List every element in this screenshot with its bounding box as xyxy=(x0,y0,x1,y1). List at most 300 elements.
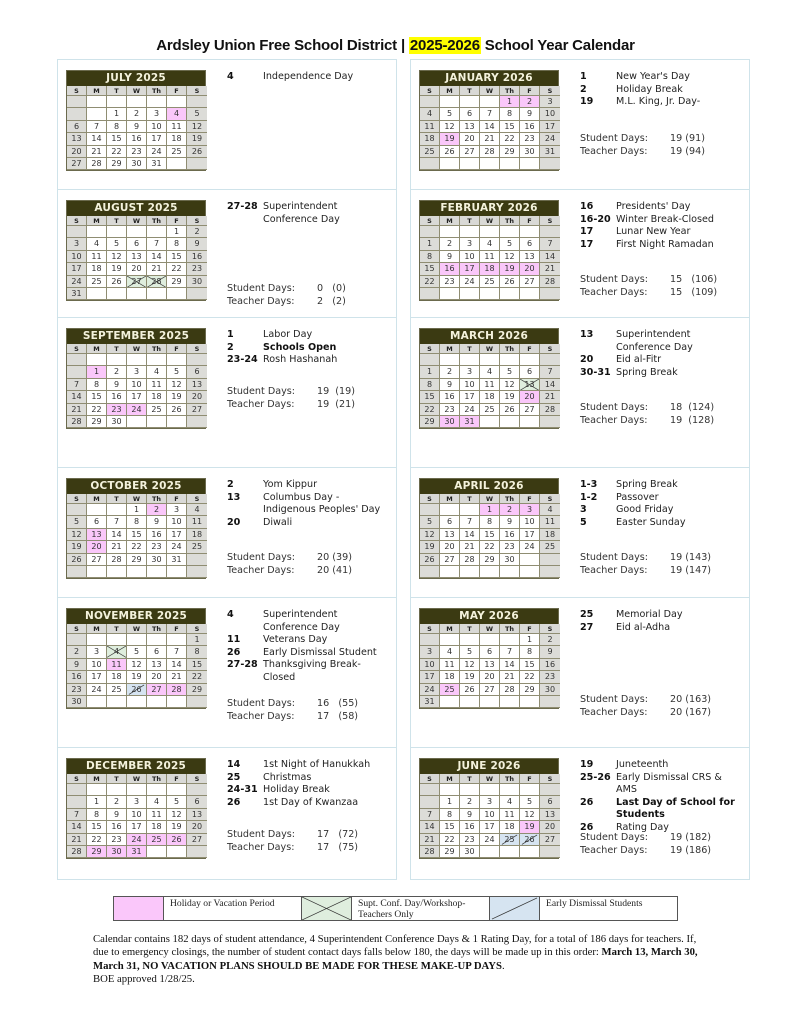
day-number: 2 xyxy=(133,109,140,119)
day-number: 13 xyxy=(191,809,203,819)
day-number: 22 xyxy=(91,834,102,844)
weekday-header: F xyxy=(167,344,187,354)
event-date: 1-3 xyxy=(580,479,598,490)
day-number: 6 xyxy=(526,367,533,377)
day-cell xyxy=(127,238,147,250)
day-cell xyxy=(127,529,147,541)
day-number: 9 xyxy=(547,647,553,657)
day-cell xyxy=(87,834,107,846)
empty-cell xyxy=(480,288,500,300)
teacher-days xyxy=(580,415,714,428)
day-number: 14 xyxy=(544,379,556,389)
weekday-header: T xyxy=(460,86,480,96)
weekday-header: M xyxy=(440,344,460,354)
day-cell xyxy=(127,366,147,378)
event-date: 25-26 xyxy=(580,771,611,783)
day-cell xyxy=(480,366,500,378)
teacher-days xyxy=(227,842,358,855)
day-number: 19 xyxy=(464,672,475,682)
day-number: 18 xyxy=(504,822,515,832)
day-cell xyxy=(420,416,440,428)
day-number: 30 xyxy=(544,684,556,694)
event-item xyxy=(580,239,745,252)
student-days-label: Student Days: xyxy=(227,386,295,397)
event-list xyxy=(227,329,392,367)
event-label: 1st Day of Kwanzaa xyxy=(263,796,359,808)
day-cell xyxy=(87,796,107,808)
day-cell xyxy=(107,541,127,553)
empty-cell xyxy=(440,354,460,366)
day-grid xyxy=(67,774,205,858)
day-cell xyxy=(520,684,540,696)
day-cell xyxy=(87,251,107,263)
day-number: 2 xyxy=(547,635,553,644)
day-cell xyxy=(167,659,187,671)
event-item xyxy=(580,492,745,505)
event-label: Diwali xyxy=(263,516,293,528)
day-number: 5 xyxy=(466,647,473,657)
day-cell xyxy=(420,404,440,416)
empty-cell xyxy=(147,846,167,858)
day-number: 27 xyxy=(91,554,102,564)
day-number: 18 xyxy=(444,672,455,682)
empty-cell xyxy=(107,566,127,578)
day-number: 19 xyxy=(131,672,142,682)
day-cell xyxy=(107,821,127,833)
weekday-header: S xyxy=(67,774,87,784)
day-cell xyxy=(127,846,147,858)
day-number: 30 xyxy=(464,846,475,856)
empty-cell xyxy=(540,784,560,796)
day-number: 16 xyxy=(71,672,82,682)
day-cell xyxy=(87,554,107,566)
empty-cell xyxy=(167,354,187,366)
day-cell xyxy=(480,684,500,696)
day-cell xyxy=(500,263,520,275)
day-cell xyxy=(107,238,127,250)
day-number: 6 xyxy=(526,239,533,249)
day-number: 12 xyxy=(191,121,203,131)
empty-cell xyxy=(420,226,440,238)
day-number: 20 xyxy=(191,392,203,402)
month-calendar xyxy=(66,608,206,709)
student-days-label: Student Days: xyxy=(580,133,648,144)
event-date: 2 xyxy=(580,83,587,95)
day-number: 16 xyxy=(191,251,203,261)
day-cell xyxy=(540,379,560,391)
day-number: 24 xyxy=(91,684,102,694)
day-number: 7 xyxy=(506,647,513,657)
empty-cell xyxy=(440,288,460,300)
event-date: 26 xyxy=(580,821,594,833)
empty-cell xyxy=(167,158,187,170)
event-item xyxy=(580,71,745,84)
day-number: 4 xyxy=(153,367,160,377)
day-number: 10 xyxy=(484,809,495,819)
day-cell xyxy=(107,809,127,821)
day-cell xyxy=(127,659,147,671)
weekday-header: S xyxy=(540,86,560,96)
event-label: Early Dismissal Student xyxy=(263,646,377,658)
day-cell xyxy=(87,846,107,858)
month-block-june-2026 xyxy=(411,748,749,881)
day-cell xyxy=(500,834,520,846)
weekday-header: S xyxy=(187,216,207,226)
day-cell xyxy=(420,238,440,250)
day-cell xyxy=(540,366,560,378)
day-number: 3 xyxy=(173,505,180,514)
day-cell xyxy=(67,121,87,133)
day-number: 1 xyxy=(173,227,180,236)
day-cell xyxy=(67,529,87,541)
day-number: 19 xyxy=(111,264,122,274)
event-date: 5 xyxy=(580,516,587,528)
event-label: Holiday Break xyxy=(616,83,683,95)
empty-cell xyxy=(187,354,207,366)
event-date: 24-31 xyxy=(227,784,258,796)
day-number: 19 xyxy=(171,392,182,402)
day-number: 26 xyxy=(464,684,475,694)
weekday-header: M xyxy=(440,774,460,784)
empty-cell xyxy=(540,288,560,300)
event-label: New Year's Day xyxy=(616,71,690,82)
empty-cell xyxy=(187,96,207,108)
empty-cell xyxy=(460,158,480,170)
empty-cell xyxy=(147,226,167,238)
day-number: 20 xyxy=(524,264,535,274)
legend-early-label: Early Dismissal Students xyxy=(546,898,643,909)
day-number: 22 xyxy=(111,146,122,156)
empty-cell xyxy=(500,354,520,366)
day-number: 22 xyxy=(91,404,102,414)
teacher-days xyxy=(580,146,705,159)
day-number: 14 xyxy=(464,529,475,539)
empty-cell xyxy=(107,696,127,708)
event-item xyxy=(227,659,392,684)
month-block-march-2026 xyxy=(411,318,749,468)
day-number: 9 xyxy=(526,109,533,119)
empty-cell xyxy=(187,846,207,858)
day-cell xyxy=(500,276,520,288)
empty-cell xyxy=(67,366,87,378)
month-calendar xyxy=(419,478,559,579)
day-number: 28 xyxy=(111,554,122,564)
day-number: 22 xyxy=(504,134,515,144)
day-cell xyxy=(67,379,87,391)
day-cell xyxy=(420,516,440,528)
day-cell xyxy=(127,146,147,158)
day-cell xyxy=(420,671,440,683)
day-number: 22 xyxy=(171,264,182,274)
day-cell xyxy=(67,646,87,658)
day-cell xyxy=(87,646,107,658)
event-label: Holiday Break xyxy=(263,784,330,796)
weekday-header: S xyxy=(420,86,440,96)
day-number: 24 xyxy=(151,146,162,156)
day-number: 21 xyxy=(464,542,475,552)
day-number: 17 xyxy=(131,392,142,402)
empty-cell xyxy=(540,554,560,566)
day-number: 22 xyxy=(191,672,203,682)
day-cell xyxy=(167,671,187,683)
day-cell xyxy=(440,659,460,671)
day-number: 21 xyxy=(544,392,556,402)
day-cell xyxy=(147,379,167,391)
weekday-header: T xyxy=(107,494,127,504)
weekday-header: M xyxy=(87,494,107,504)
day-number: 3 xyxy=(466,367,473,377)
day-cell xyxy=(460,846,480,858)
day-number: 1 xyxy=(526,635,533,644)
day-number: 29 xyxy=(191,684,203,694)
day-cell xyxy=(127,554,147,566)
month-title: JUNE 2026 xyxy=(420,759,558,774)
day-cell xyxy=(187,133,207,145)
day-cell xyxy=(520,96,540,108)
day-cell xyxy=(500,366,520,378)
day-cell xyxy=(67,834,87,846)
event-date: 30-31 xyxy=(580,366,611,378)
weekday-header: M xyxy=(440,216,460,226)
day-cell xyxy=(540,796,560,808)
day-number: 18 xyxy=(111,672,122,682)
day-cell xyxy=(520,516,540,528)
weekday-header: S xyxy=(187,494,207,504)
day-cell xyxy=(520,821,540,833)
empty-cell xyxy=(440,566,460,578)
student-days xyxy=(580,694,711,707)
day-cell xyxy=(500,391,520,403)
student-days-label: Student Days: xyxy=(227,829,295,840)
day-number: 19 xyxy=(71,542,82,552)
empty-cell xyxy=(480,846,500,858)
weekday-header: S xyxy=(540,494,560,504)
day-cell xyxy=(460,529,480,541)
event-label: Lunar New Year xyxy=(616,226,691,238)
day-number: 5 xyxy=(133,647,140,657)
day-number: 3 xyxy=(73,239,80,249)
month-calendar xyxy=(419,328,559,429)
day-cell xyxy=(440,554,460,566)
event-list xyxy=(580,609,745,634)
teacher-days xyxy=(227,296,346,309)
event-label: Spring Break xyxy=(616,366,678,378)
legend xyxy=(113,896,678,921)
day-cell xyxy=(460,821,480,833)
day-number: 2 xyxy=(446,367,453,377)
event-item xyxy=(227,479,392,492)
month-title: FEBRUARY 2026 xyxy=(420,201,558,216)
day-cell xyxy=(167,251,187,263)
teacher-days-label: Teacher Days: xyxy=(227,841,295,853)
weekday-header: T xyxy=(107,344,127,354)
day-number: 11 xyxy=(151,379,162,389)
day-cell xyxy=(520,108,540,120)
weekday-header: F xyxy=(167,494,187,504)
teacher-days-label: Teacher Days: xyxy=(580,286,648,298)
weekday-header: S xyxy=(540,624,560,634)
day-cell xyxy=(147,158,167,170)
day-number: 27 xyxy=(464,146,475,156)
student-days-value: 19 (91) xyxy=(670,133,705,144)
teacher-days xyxy=(580,707,711,720)
day-cell xyxy=(87,416,107,428)
student-days-value: 16 (55) xyxy=(317,698,359,709)
day-cell xyxy=(167,146,187,158)
day-number: 28 xyxy=(544,404,556,414)
day-number: 18 xyxy=(191,529,203,539)
day-number: 7 xyxy=(466,517,473,527)
day-number: 25 xyxy=(151,834,162,844)
day-cell xyxy=(480,529,500,541)
day-number: 24 xyxy=(524,542,535,552)
day-cell xyxy=(127,379,147,391)
weekday-header: Th xyxy=(500,86,520,96)
day-number: 23 xyxy=(544,672,556,682)
day-number: 3 xyxy=(133,797,140,807)
day-number: 13 xyxy=(71,134,82,144)
day-number: 15 xyxy=(91,822,102,832)
title-suffix: School Year Calendar xyxy=(480,37,635,54)
day-cell xyxy=(500,96,520,108)
day-number: 23 xyxy=(444,276,455,286)
event-date: 23-24 xyxy=(227,354,258,366)
empty-cell xyxy=(187,696,207,708)
day-cell xyxy=(67,684,87,696)
day-cell xyxy=(127,404,147,416)
day-grid xyxy=(420,344,558,428)
weekday-header: W xyxy=(127,344,147,354)
event-label: Superintendent Conference Day xyxy=(263,201,340,225)
day-cell xyxy=(167,529,187,541)
day-cell xyxy=(87,541,107,553)
day-cell xyxy=(147,671,167,683)
day-cell xyxy=(107,646,127,658)
empty-cell xyxy=(480,696,500,708)
day-cell xyxy=(520,379,540,391)
day-cell xyxy=(440,516,460,528)
event-item xyxy=(580,479,745,492)
day-grid xyxy=(420,624,558,708)
month-calendar xyxy=(419,608,559,709)
event-label: First Night Ramadan xyxy=(616,238,714,250)
day-cell xyxy=(187,404,207,416)
empty-cell xyxy=(67,226,87,238)
weekday-header: Th xyxy=(147,86,167,96)
teacher-days-value: 17 (75) xyxy=(317,841,359,853)
event-item xyxy=(580,354,745,367)
day-number: 31 xyxy=(71,288,82,298)
day-cell xyxy=(127,133,147,145)
day-cell xyxy=(500,238,520,250)
day-cell xyxy=(480,516,500,528)
day-cell xyxy=(187,276,207,288)
event-label: Columbus Day - Indigenous Peoples' Day xyxy=(263,491,381,516)
day-cell xyxy=(420,821,440,833)
day-number: 31 xyxy=(151,158,162,168)
empty-cell xyxy=(87,96,107,108)
weekday-header: Th xyxy=(500,774,520,784)
day-number: 18 xyxy=(484,264,495,274)
day-number: 11 xyxy=(484,379,495,389)
day-number: 18 xyxy=(91,264,102,274)
event-item xyxy=(580,797,745,822)
day-cell xyxy=(480,121,500,133)
empty-cell xyxy=(460,288,480,300)
day-number: 4 xyxy=(446,647,453,657)
month-title: JULY 2025 xyxy=(67,71,205,86)
student-days-value: 18 (124) xyxy=(670,402,715,413)
day-cell xyxy=(440,238,460,250)
day-cell xyxy=(460,541,480,553)
day-cell xyxy=(480,251,500,263)
day-number: 4 xyxy=(547,505,553,514)
day-counts xyxy=(227,552,352,577)
day-cell xyxy=(440,541,460,553)
day-number: 29 xyxy=(91,846,102,856)
day-number: 12 xyxy=(424,529,435,539)
empty-cell xyxy=(520,696,540,708)
day-number: 21 xyxy=(504,672,515,682)
day-cell xyxy=(67,251,87,263)
day-number: 9 xyxy=(133,121,140,131)
day-number: 26 xyxy=(131,684,142,694)
event-item xyxy=(227,71,392,84)
event-date: 3 xyxy=(580,504,587,516)
day-cell xyxy=(167,108,187,120)
day-number: 19 xyxy=(504,392,515,402)
day-cell xyxy=(147,121,167,133)
day-cell xyxy=(420,684,440,696)
day-number: 25 xyxy=(444,684,455,694)
day-number: 4 xyxy=(113,647,120,657)
day-number: 12 xyxy=(504,379,515,389)
student-days-label: Student Days: xyxy=(227,283,295,294)
day-grid xyxy=(420,494,558,578)
day-cell xyxy=(127,251,147,263)
empty-cell xyxy=(187,288,207,300)
student-days xyxy=(227,552,352,565)
day-cell xyxy=(67,516,87,528)
event-item xyxy=(580,214,745,227)
day-cell xyxy=(147,108,167,120)
day-number: 20 xyxy=(484,672,495,682)
day-cell xyxy=(127,263,147,275)
day-cell xyxy=(460,379,480,391)
event-date: 14 xyxy=(227,759,241,770)
day-number: 4 xyxy=(153,797,160,807)
day-number: 25 xyxy=(111,684,122,694)
day-cell xyxy=(500,146,520,158)
empty-cell xyxy=(440,634,460,646)
weekday-header: Th xyxy=(147,774,167,784)
empty-cell xyxy=(460,504,480,516)
day-cell xyxy=(500,404,520,416)
day-number: 3 xyxy=(133,367,140,377)
day-cell xyxy=(520,366,540,378)
day-number: 27 xyxy=(524,404,535,414)
day-cell xyxy=(167,133,187,145)
day-cell xyxy=(540,659,560,671)
event-label: Rating Day xyxy=(616,821,669,833)
empty-cell xyxy=(500,784,520,796)
day-cell xyxy=(67,809,87,821)
day-cell xyxy=(460,809,480,821)
event-date: 4 xyxy=(227,71,234,82)
day-number: 27 xyxy=(191,404,203,414)
day-number: 13 xyxy=(524,379,535,389)
day-cell xyxy=(520,634,540,646)
